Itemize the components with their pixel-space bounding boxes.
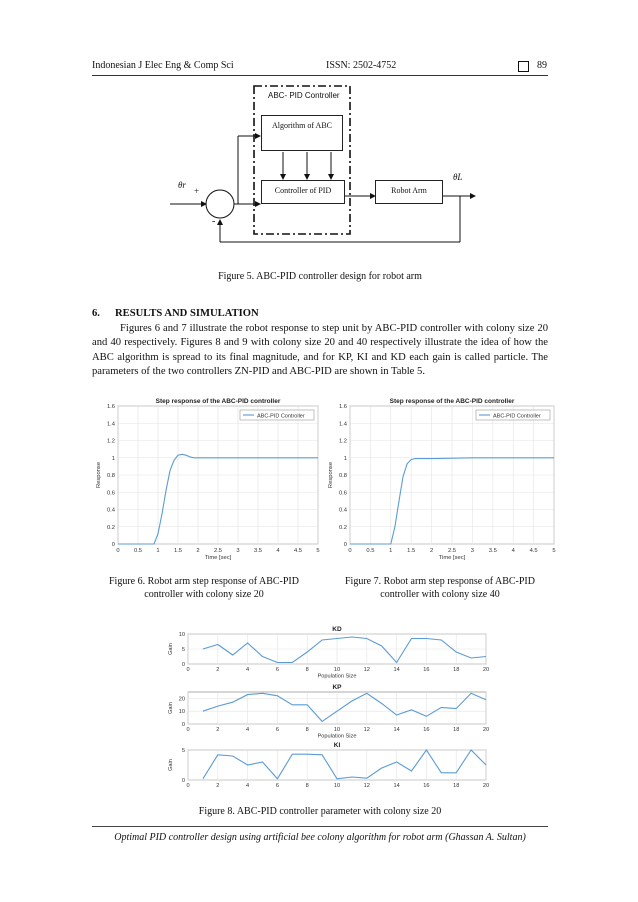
plus-sign: + <box>194 186 200 196</box>
y-tick-label: 1 <box>343 455 347 462</box>
x-tick-label: 3.5 <box>488 548 497 554</box>
x-tick-label: 14 <box>393 727 400 733</box>
robot-arm-box: Robot Arm <box>375 180 443 204</box>
y-tick-label: 0 <box>181 722 185 728</box>
header-rule <box>92 75 548 76</box>
x-tick-label: 8 <box>305 727 309 733</box>
y-tick-label: 1.2 <box>338 438 347 445</box>
figure5-diagram <box>170 84 480 244</box>
y-tick-label: 1.6 <box>106 404 115 410</box>
x-tick-label: 1.5 <box>407 548 416 554</box>
x-tick-label: 12 <box>363 783 370 789</box>
x-tick-label: 16 <box>423 667 430 673</box>
x-tick-label: 1 <box>389 548 393 554</box>
figure7-caption-line2: controller with colony size 40 <box>380 589 500 600</box>
y-tick-label: 1.4 <box>106 421 115 428</box>
y-axis-label: Gain <box>168 643 174 655</box>
x-tick-label: 14 <box>393 667 400 673</box>
page-number: 89 <box>537 60 547 71</box>
y-axis-label: Gain <box>168 759 174 771</box>
x-tick-label: 20 <box>482 667 490 673</box>
x-tick-label: 0.5 <box>133 548 143 554</box>
x-axis-label: Time [sec] <box>438 554 466 561</box>
x-tick-label: 4.5 <box>293 548 303 554</box>
y-tick-label: 10 <box>178 709 185 716</box>
x-tick-label: 2 <box>196 548 200 554</box>
header-box-icon <box>518 61 529 72</box>
dashed-frame-title: ABC- PID Controller <box>268 91 340 100</box>
figure7-caption <box>322 575 558 601</box>
figure8-chart <box>166 622 496 794</box>
x-tick-label: 0 <box>186 727 190 733</box>
x-tick-label: 4 <box>246 667 250 673</box>
x-axis-label: Time [sec] <box>204 554 232 561</box>
minus-sign: - <box>212 216 216 227</box>
y-tick-label: 0 <box>181 662 185 668</box>
x-tick-label: 20 <box>482 727 490 733</box>
y-tick-label: 0 <box>181 778 185 784</box>
y-tick-label: 1.2 <box>106 438 115 445</box>
x-tick-label: 6 <box>275 783 279 789</box>
x-tick-label: 10 <box>333 667 341 673</box>
chart-title: Step response of the ABC-PID controller <box>389 398 515 405</box>
x-axis-label: Population Size <box>317 733 357 740</box>
y-tick-label: 5 <box>181 647 185 653</box>
x-tick-label: 18 <box>453 727 460 733</box>
x-tick-label: 0 <box>116 548 120 554</box>
y-axis-label: Response <box>96 461 102 489</box>
y-tick-label: 0 <box>111 542 115 548</box>
footer-text: Optimal PID controller design using artificial bee colony algorithm for robot arm (Ghassan A. Sultan) <box>114 832 526 843</box>
x-tick-label: 16 <box>423 727 430 733</box>
chart-title: Step response of the ABC-PID controller <box>155 398 281 405</box>
running-header-journal: Indonesian J Elec Eng & Comp Sci <box>92 60 234 71</box>
y-tick-label: 5 <box>181 748 185 754</box>
y-tick-label: 0.2 <box>106 524 115 531</box>
x-tick-label: 12 <box>363 727 370 733</box>
section-heading: RESULTS AND SIMULATION <box>115 308 259 319</box>
x-tick-label: 2 <box>216 727 220 733</box>
chart-title: KP <box>332 684 342 691</box>
y-tick-label: 20 <box>178 696 185 703</box>
x-tick-label: 14 <box>393 783 400 789</box>
footer-rule <box>92 826 548 827</box>
x-tick-label: 5 <box>552 548 556 554</box>
input-theta-label: θr <box>178 180 186 190</box>
y-tick-label: 0.8 <box>338 473 347 479</box>
x-tick-label: 10 <box>333 783 341 789</box>
x-tick-label: 0.5 <box>366 548 375 554</box>
x-tick-label: 3 <box>236 548 240 554</box>
x-tick-label: 2.5 <box>213 548 223 554</box>
running-header-issn: ISSN: 2502-4752 <box>326 60 397 71</box>
x-tick-label: 2 <box>429 548 434 554</box>
x-tick-label: 3.5 <box>253 548 263 554</box>
x-tick-label: 2.5 <box>447 548 457 554</box>
summing-junction <box>206 190 234 218</box>
x-tick-label: 1 <box>156 548 160 554</box>
x-tick-label: 8 <box>305 783 309 789</box>
x-tick-label: 4 <box>246 727 250 733</box>
x-tick-label: 4.5 <box>529 548 538 554</box>
x-tick-label: 0 <box>186 667 190 673</box>
y-tick-label: 0.6 <box>338 490 347 497</box>
x-tick-label: 4 <box>276 548 280 554</box>
y-tick-label: 1.4 <box>338 421 347 428</box>
abc-pid-dashed-frame <box>254 86 350 234</box>
x-tick-label: 2 <box>216 783 220 789</box>
figure6-caption-line1: Figure 6. Robot arm step response of ABC-PID <box>109 576 299 587</box>
figure6-caption <box>88 575 320 601</box>
x-axis-label: Population Size <box>317 673 357 680</box>
y-axis-label: Response <box>328 461 334 489</box>
x-tick-label: 6 <box>275 667 279 673</box>
y-tick-label: 0.4 <box>106 507 115 514</box>
x-tick-label: 0 <box>348 548 352 554</box>
x-tick-label: 10 <box>333 727 341 733</box>
output-theta-label: θL <box>453 172 463 182</box>
x-tick-label: 4 <box>246 783 250 789</box>
section-paragraph: Figures 6 and 7 illustrate the robot response to step unit by ABC-PID controller with colony size 20 and 40 respectively. Figures 8 and 9 with colony size 20 and 40 respectively illustrate the idea of how the ABC algorithm is spread to its final magnitude, and for KP, KI and KD each gain is called particle. The parameters of the two controllers ZN-PID and ABC-PID are shown in Table 5. <box>92 323 548 378</box>
x-tick-label: 8 <box>305 667 309 673</box>
y-tick-label: 0 <box>343 542 347 548</box>
figure6-caption-line2: controller with colony size 20 <box>144 589 264 600</box>
legend-label: ABC-PID Controller <box>257 413 305 420</box>
x-tick-label: 1.5 <box>173 548 183 554</box>
figure5-caption: Figure 5. ABC-PID controller design for robot arm <box>218 271 422 282</box>
x-tick-label: 5 <box>316 548 320 554</box>
x-tick-label: 2 <box>216 667 220 673</box>
legend-label: ABC-PID Controller <box>493 413 541 420</box>
y-tick-label: 1.6 <box>338 404 347 410</box>
figure8-caption: Figure 8. ABC-PID controller parameter with colony size 20 <box>198 806 442 817</box>
x-tick-label: 18 <box>453 783 460 789</box>
x-tick-label: 20 <box>482 783 490 789</box>
y-tick-label: 0.2 <box>338 524 347 531</box>
chart-title: KI <box>333 742 341 749</box>
y-tick-label: 10 <box>178 632 185 638</box>
figure7-caption-line1: Figure 7. Robot arm step response of ABC-PID <box>345 576 535 587</box>
x-tick-label: 16 <box>423 783 430 789</box>
y-tick-label: 0.6 <box>106 490 115 497</box>
controller-of-pid-box: Controller of PID <box>261 180 345 204</box>
x-tick-label: 3 <box>470 548 475 554</box>
section-number: 6. <box>92 308 100 319</box>
x-tick-label: 0 <box>186 783 190 789</box>
figure6-chart <box>88 392 328 564</box>
figure7-chart <box>318 392 566 564</box>
x-tick-label: 4 <box>511 548 515 554</box>
y-tick-label: 0.4 <box>338 507 347 514</box>
chart-title: KD <box>332 626 342 633</box>
x-tick-label: 12 <box>363 667 370 673</box>
y-tick-label: 0.8 <box>106 473 115 479</box>
algorithm-of-abc-box: Algorithm of ABC <box>261 115 343 151</box>
y-tick-label: 1 <box>111 455 115 462</box>
x-tick-label: 6 <box>275 727 279 733</box>
x-tick-label: 18 <box>453 667 460 673</box>
y-axis-label: Gain <box>168 702 174 714</box>
